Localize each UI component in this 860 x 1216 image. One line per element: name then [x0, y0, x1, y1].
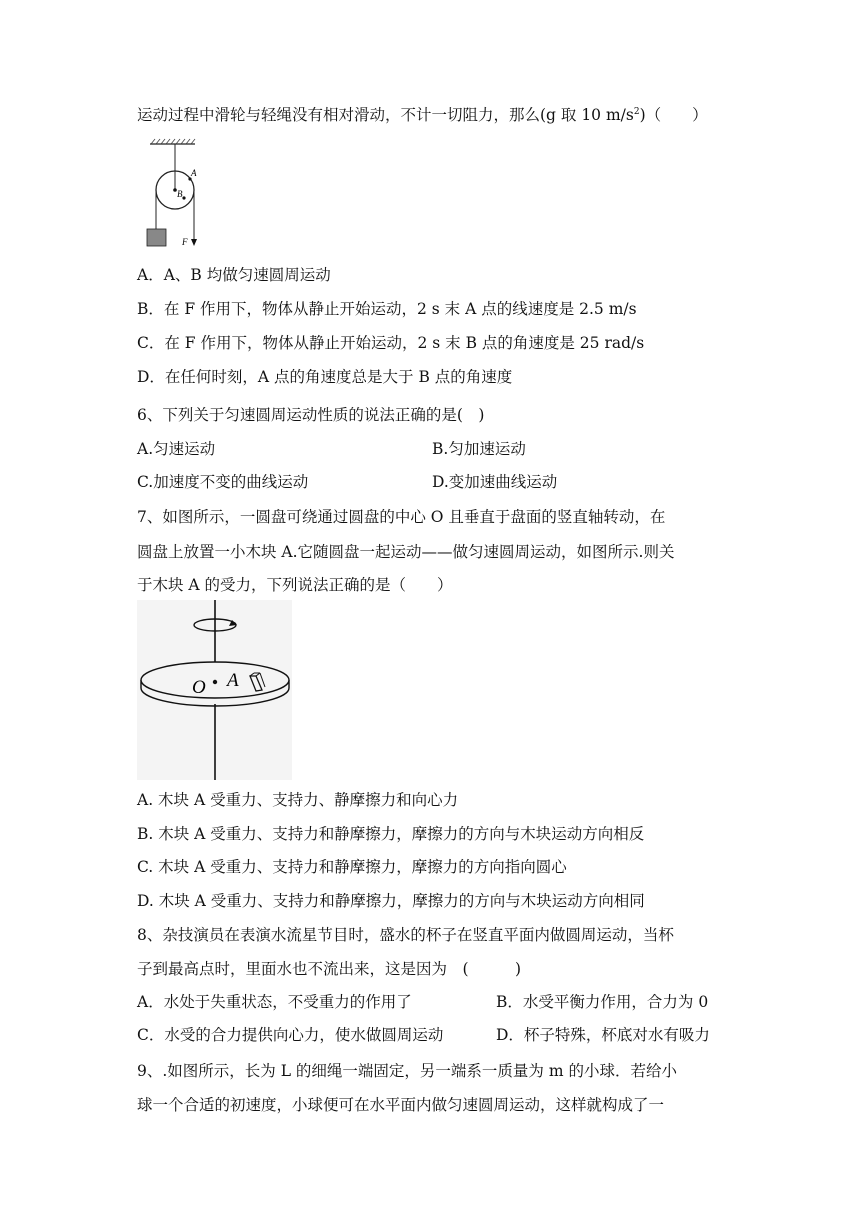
pulley-label-b: B — [177, 189, 183, 199]
pulley-label-f: F — [182, 237, 188, 247]
q7-stem-line-3: 于木块 A 的受力，下列说法正确的是（ ） — [137, 576, 453, 594]
q5-option-c: C．在 F 作用下，物体从静止开始运动，2 s 末 B 点的角速度是 25 rad/s — [137, 334, 645, 352]
q9-stem-line-1: 9、.如图所示，长为 L 的细绳一端固定，另一端系一质量为 m 的小球．若给小 — [137, 1062, 677, 1080]
q7-option-d: D. 木块 A 受重力、支持力和静摩擦力，摩擦力的方向与木块运动方向相同 — [137, 892, 645, 910]
q7-option-a: A. 木块 A 受重力、支持力、静摩擦力和向心力 — [137, 791, 459, 809]
q8-stem-line-1: 8、杂技演员在表演水流星节目时，盛水的杯子在竖直平面内做圆周运动，当杯 — [137, 926, 674, 944]
q6-option-c: C.加速度不变的曲线运动 — [137, 473, 309, 491]
q5-option-d: D．在任何时刻，A 点的角速度总是大于 B 点的角速度 — [137, 368, 513, 386]
q9-stem-line-2: 球一个合适的初速度，小球便可在水平面内做匀速圆周运动，这样就构成了一 — [137, 1096, 665, 1114]
q5-option-a: A．A、B 均做匀速圆周运动 — [137, 266, 331, 284]
q7-stem-line-1: 7、如图所示，一圆盘可绕通过圆盘的中心 O 且垂直于盘面的竖直轴转动，在 — [137, 508, 666, 526]
q5-option-b: B．在 F 作用下，物体从静止开始运动，2 s 末 A 点的线速度是 2.5 m/s — [137, 300, 637, 318]
pulley-label-a: A — [191, 168, 197, 178]
q7-stem-line-2: 圆盘上放置一小木块 A.它随圆盘一起运动——做匀速圆周运动，如图所示.则关 — [137, 543, 675, 561]
disk-label-o: O — [192, 677, 206, 698]
q7-option-b: B. 木块 A 受重力、支持力和静摩擦力，摩擦力的方向与木块运动方向相反 — [137, 825, 645, 843]
q5-stem-text: 运动过程中滑轮与轻绳没有相对滑动，不计一切阻力，那么(g 取 10 m/s — [137, 106, 634, 124]
q8-option-b: B．水受平衡力作用，合力为 0 — [496, 993, 709, 1011]
q8-option-d: D．杯子特殊，杯底对水有吸力 — [496, 1026, 710, 1044]
q7-option-c: C. 木块 A 受重力、支持力和静摩擦力，摩擦力的方向指向圆心 — [137, 858, 567, 876]
q6-stem: 6、下列关于匀速圆周运动性质的说法正确的是( ) — [137, 406, 485, 424]
q5-stem-sup: 2 — [633, 106, 640, 117]
q5-stem-end: )（ ） — [639, 106, 708, 124]
pulley-figure — [140, 138, 210, 250]
q8-option-c: C．水受的合力提供向心力，使水做圆周运动 — [137, 1026, 444, 1044]
q8-stem-line-2: 子到最高点时，里面水也不流出来，这是因为 ( ) — [137, 960, 522, 978]
q6-option-a: A.匀速运动 — [137, 440, 216, 458]
disk-figure — [137, 600, 292, 780]
q6-option-b: B.匀加速运动 — [432, 440, 526, 458]
disk-label-a: A — [227, 670, 239, 691]
q5-stem — [137, 105, 708, 125]
q6-option-d: D.变加速曲线运动 — [432, 473, 558, 491]
q8-option-a: A．水处于失重状态，不受重力的作用了 — [137, 993, 412, 1011]
